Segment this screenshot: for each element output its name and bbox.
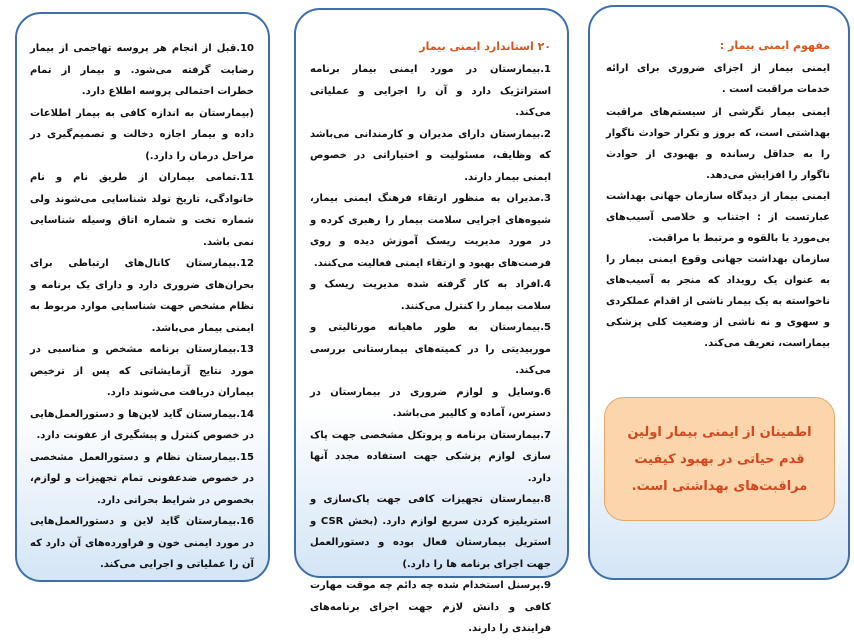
- concept-paragraph-3: ایمنی بیمار از دیدگاه سازمان جهانی بهداشت عبارتست از : اجتناب و خلاصی آسیب‌های بی‌مورد یا بالقوه و مرتبط با مراقبت.: [606, 191, 830, 244]
- standard-5: 5.بیمارستان به طور ماهیانه مورتالیتی و موربیدیتی را در کمیته‌های بیمارستانی بررسی می‌کند.: [310, 322, 551, 376]
- standard-6: 6.وسایل و لوازم ضروری در بیمارستان در دسترس، آماده و کالیبر می‌باشد.: [310, 386, 551, 419]
- concept-paragraph-4: سازمان بهداشت جهانی وقوع ایمنی بیمار را به عنوان یک رویداد که منجر به آسیب‌های ناخواسته به یک بیمار ناشی از اقدام عملکردی و سهوی و نه ناشی از وضعیت کلی پزشکی بیماراست، تعریف می‌کند.: [606, 254, 830, 349]
- panel-standards-1-9: [294, 8, 569, 634]
- standard-15: 15.بیمارستان نظام و دستورالعمل مشخصی در خصوص ضدعفونی تمام تجهیزات و لوازم، بخصوص در شرایط بحرانی دارد.: [30, 451, 254, 506]
- concept-paragraph-2: ایمنی بیمار نگرشی از سیستم‌های مراقبت بهداشتی است، که بروز و تکرار حوادث ناگوار را به حداقل رسانده و بهبودی از حوادث ناگوار را افزایش می‌دهد.: [606, 107, 830, 181]
- standard-16: 16.بیمارستان گاید لاین و دستورالعمل‌هایی در مورد ایمنی خون و فراورده‌های آن دارد که آن را عملیاتی و اجرایی می‌کند.: [30, 516, 254, 570]
- standard-10: 10.قبل از انجام هر پروسه تهاجمی از بیمار رضایت گرفته می‌شود. و بیمار از تمام خطرات احتمالی پروسه اطلاع دارد.: [30, 43, 254, 97]
- standard-11: 11.تمامی بیماران از طریق نام و نام خانوادگی، تاریخ تولد شناسایی می‌شوند ولی شماره تخت و شماره اتاق وسیله شناسایی نمی باشد.: [30, 172, 254, 248]
- standard-7: 7.بیمارستان برنامه و پروتکل مشخصی جهت پاک سازی لوازم پزشکی جهت استفاده مجدد آنها دارد.: [310, 429, 551, 484]
- standard-9: 9.پرسنل استخدام شده چه دائم چه موقت مهارت کافی و دانش لازم جهت اجرای برنامه‌های فرایندی را دارند.: [310, 580, 551, 634]
- concept-paragraph-1: ایمنی بیمار از اجزای ضروری برای ارائه خدمات مراقبت است .: [606, 63, 830, 95]
- standard-3: 3.مدیران به منظور ارتقاء فرهنگ ایمنی بیمار، شیوه‌های اجرایی سلامت بیمار را رهبری کرده و در مورد مدیریت ریسک آموزش دیده و روی فرصت‌های بهبود و ارتقاء ایمنی فعالیت می‌کنند.: [310, 193, 551, 269]
- standards-heading: ۲۰ استاندارد ایمنی بیمار: [419, 40, 551, 53]
- standard-10-note: (بیمارستان به اندازه کافی به بیمار اطلاعات داده و بیمار اجازه دخالت و تصمیم‌گیری در مراحل درمان را دارد.): [30, 107, 254, 162]
- standard-12: 12.بیمارستان کانال‌های ارتباطی برای بحران‌های ضروری دارد و دارای یک برنامه و نظام مشخص جهت شناسایی موارد مربوط به ایمنی بیمار می‌باشد.: [30, 258, 254, 334]
- standard-8: 8.بیمارستان تجهیزات کافی جهت پاک‌سازی و استریلیزه کردن سریع لوازم دارد. (بخش CSR و استریل بیمارستان فعال بوده و دستورالعمل جهت اجرای برنامه ها را دارد.): [310, 494, 551, 570]
- callout-box: [604, 397, 835, 521]
- standard-4: 4.افراد به کار گرفته شده مدیریت ریسک و سلامت بیمار را کنترل می‌کنند.: [310, 279, 551, 312]
- panel-standards-10-16: [15, 12, 270, 582]
- concept-heading: مفهوم ایمنی بیمار :: [719, 39, 830, 52]
- standard-2: 2.بیمارستان دارای مدیران و کارمندانی می‌باشد که وظایف، مسئولیت و اختیاراتی در خصوص ایمنی بیمار دارند.: [310, 128, 551, 183]
- standard-1: 1.بیمارستان در مورد ایمنی بیمار برنامه استراتژیک دارد و آن را اجرایی و عملیاتی می‌کند.: [310, 64, 551, 118]
- standard-13: 13.بیمارستان برنامه مشخص و مناسبی در مورد نتایج آزمایشاتی که پس از ترخیص بیماران دریافت می‌شوند دارد.: [30, 344, 254, 398]
- standard-14: 14.بیمارستان گاید لاین‌ها و دستورالعمل‌هایی در خصوص کنترل و پیشگیری از عفونت دارد.: [30, 408, 254, 441]
- callout-text: اطمینان از ایمنی بیمار اولین قدم حیاتی در بهبود کیفیت مراقبت‌های بهداشتی است.: [627, 424, 812, 494]
